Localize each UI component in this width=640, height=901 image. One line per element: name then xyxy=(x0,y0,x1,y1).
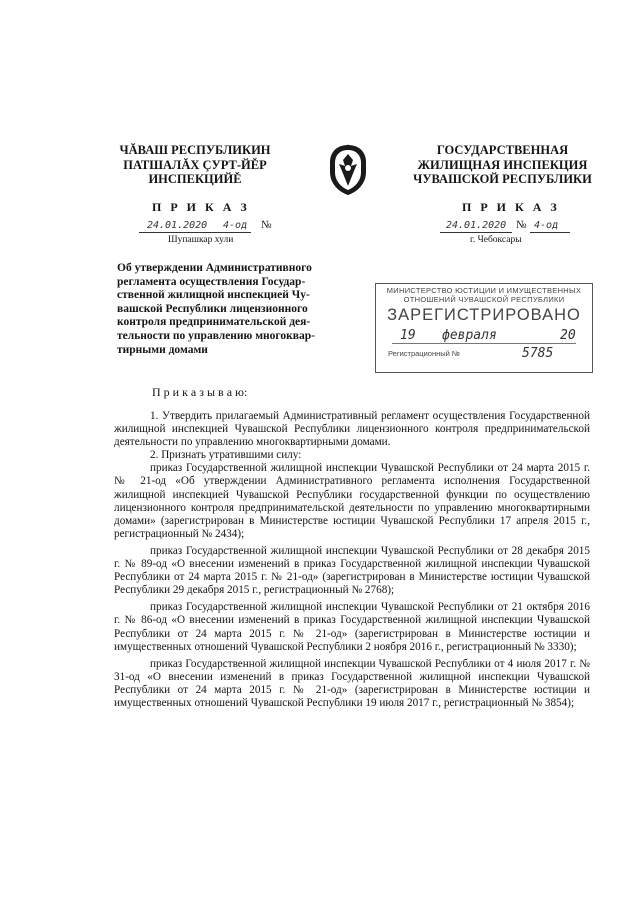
right-order-date: 24.01.2020 xyxy=(446,220,507,231)
title-line: регламента осуществления Государ- xyxy=(117,275,306,288)
left-header xyxy=(95,143,295,187)
document-body xyxy=(114,410,590,710)
right-header-line1: ГОСУДАРСТВЕННАЯ xyxy=(436,143,569,157)
repealed-order-2: приказ Государственной жилищной инспекции Чувашской Республики от 28 декабря 2015 г. № 89-од «О внесении изменений в приказ Государственной жилищной инспекции Чувашской Республики от 24 марта 2015 г. № 21-од» (зарегистрирован в Министерстве юстиции Чувашской Республики 29 декабря 2015 г., регистрационный № 2768); xyxy=(114,544,590,597)
title-line: тельности по управлению многоквар- xyxy=(117,329,315,342)
left-order-line xyxy=(135,220,305,234)
left-header-line3: ИНСПЕКЦИЙĚ xyxy=(148,172,242,186)
repealed-order-3: приказ Государственной жилищной инспекции Чувашской Республики от 21 октября 2016 г. № 86-од «О внесении изменений в приказ Государственной жилищной инспекции Чувашской Республики от 24 марта 2015 г. № 21-од» (зарегистрирован в Министерстве юстиции и имущественных отношений Чувашской Республики 2 ноября 2016 г., регистрационный № 3330); xyxy=(114,601,590,653)
stamp-day: 19 xyxy=(400,328,416,343)
title-line: тирными домами xyxy=(117,343,208,356)
title-line: ственной жилищной инспекцией Чу- xyxy=(117,289,310,302)
left-header-line2: ПАТШАЛĂХ ÇУРТ-ЙĚР xyxy=(123,157,267,172)
left-order-number: 4-од xyxy=(223,220,248,231)
stamp-registered: ЗАРЕГИСТРИРОВАНО xyxy=(387,306,581,324)
stamp-reg-label: Регистрационный № xyxy=(388,349,460,358)
right-order-number: 4-од xyxy=(534,220,559,231)
right-header-line2: ЖИЛИЩНАЯ ИНСПЕКЦИЯ xyxy=(417,157,588,172)
paragraph-1: 1. Утвердить прилагаемый Административный регламент осуществления Государственной жилищной инспекцией Чувашской Республики лицензионного контроля предпринимательской деятельности по управлению многоквартирными домами. xyxy=(114,410,590,449)
right-order-number-underline xyxy=(530,232,570,233)
right-order-word: П Р И К А З xyxy=(462,200,560,214)
emblem-icon xyxy=(327,144,369,196)
left-number-sign: № xyxy=(261,219,272,231)
document-title xyxy=(117,262,342,357)
right-number-sign: № xyxy=(516,219,527,231)
title-line: вашской Республики лицензионного xyxy=(117,302,308,315)
left-order-date: 24.01.2020 xyxy=(147,220,208,231)
title-line: контроля предпринимательской дея- xyxy=(117,316,311,329)
right-order-line xyxy=(440,220,600,234)
stamp-ministry-line1: МИНИСТЕРСТВО ЮСТИЦИИ И ИМУЩЕСТВЕННЫХ xyxy=(386,286,582,295)
right-header-line3: ЧУВАШСКОЙ РЕСПУБЛИКИ xyxy=(413,172,592,186)
stamp-ministry-line2: ОТНОШЕНИЙ ЧУВАШСКОЙ РЕСПУБЛИКИ xyxy=(403,295,565,304)
stamp-year: 20 xyxy=(560,328,576,343)
right-city: г. Чебоксары xyxy=(470,235,522,245)
left-city: Шупашкар хули xyxy=(168,235,234,245)
repealed-order-1: приказ Государственной жилищной инспекции Чувашской Республики от 24 марта 2015 г. № 21-од «Об утверждении Административного регламента исполнения Государственной жилищной инспекцией Чувашской Республики государственной функции по осуществлению лицензионного контроля предпринимательской деятельности по управлению многоквартирными домами» (зарегистрирован в Министерстве юстиции Чувашской Республики 17 апреля 2015 г., регистрационный № 2434); xyxy=(114,462,590,540)
left-order-word: П Р И К А З xyxy=(152,200,250,214)
title-line: Об утверждении Административного xyxy=(117,262,312,274)
repealed-order-4: приказ Государственной жилищной инспекции Чувашской Республики от 4 июля 2017 г. № 31-од «О внесении изменений в приказ Государственной жилищной инспекции Чувашской Республики от 24 марта 2015 г. № 21-од» (зарегистрирован в Министерстве юстиции и имущественных отношений Чувашской Республики 19 июля 2017 г., регистрационный № 3854); xyxy=(114,657,590,709)
left-header-line1: ЧĂВАШ РЕСПУБЛИКИН xyxy=(119,143,271,157)
stamp-date-row xyxy=(382,326,586,346)
stamp-month: февраля xyxy=(442,328,497,343)
right-header xyxy=(405,143,600,187)
intro-text: П р и к а з ы в а ю: xyxy=(152,385,248,399)
right-order-date-underline xyxy=(440,232,512,233)
stamp-reg-row xyxy=(382,346,586,360)
left-order-underline xyxy=(139,232,251,233)
registration-stamp xyxy=(375,283,593,373)
paragraph-2: 2. Признать утратившими силу: xyxy=(150,449,302,462)
stamp-reg-number: 5785 xyxy=(522,346,554,361)
stamp-date-underline xyxy=(392,343,576,344)
